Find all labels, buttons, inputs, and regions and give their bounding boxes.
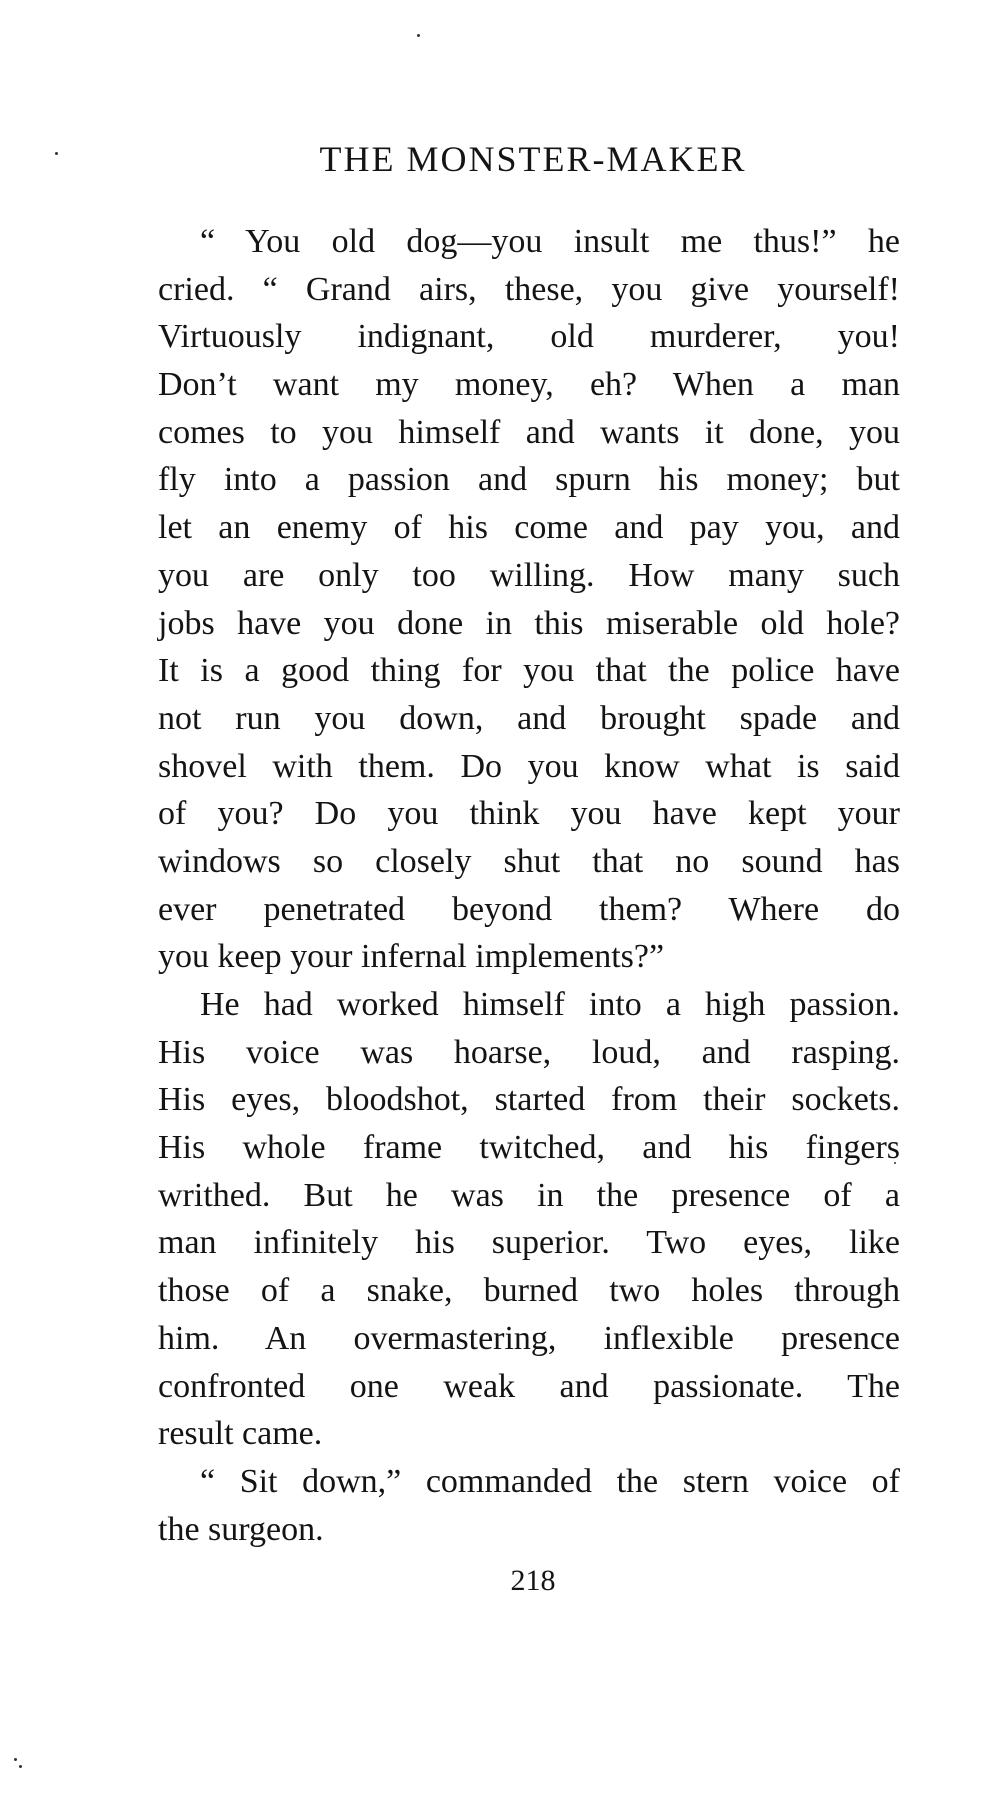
text-line: result came. bbox=[158, 1415, 323, 1453]
text-line: man infinitely his superior. Two eyes, like bbox=[158, 1224, 900, 1262]
text-line: you are only too willing. How many such bbox=[158, 556, 900, 594]
ink-speck bbox=[14, 1758, 17, 1761]
ink-speck bbox=[417, 34, 420, 37]
text-line: “ You old dog—you insult me thus!” he bbox=[200, 223, 900, 260]
text-line: those of a snake, burned two holes through bbox=[158, 1272, 900, 1310]
text-line: let an enemy of his come and pay you, and bbox=[158, 509, 900, 547]
body-text bbox=[158, 218, 900, 1553]
text-line: Virtuously indignant, old murderer, you! bbox=[158, 318, 900, 356]
text-line: His eyes, bloodshot, started from their sockets. bbox=[158, 1081, 900, 1119]
text-line: shovel with them. Do you know what is said bbox=[158, 747, 900, 785]
text-line: His whole frame twitched, and his fingers bbox=[158, 1129, 900, 1167]
text-line: ever penetrated beyond them? Where do bbox=[158, 890, 900, 928]
text-line: of you? Do you think you have kept your bbox=[158, 795, 900, 833]
text-line: not run you down, and brought spade and bbox=[158, 699, 900, 737]
text-line: him. An overmastering, inflexible presence bbox=[158, 1319, 900, 1357]
text-line: comes to you himself and wants it done, you bbox=[158, 413, 900, 451]
text-line: He had worked himself into a high passion. bbox=[200, 986, 900, 1023]
text-line: the surgeon. bbox=[158, 1510, 324, 1548]
text-line: His voice was hoarse, loud, and rasping. bbox=[158, 1033, 900, 1071]
text-line: writhed. But he was in the presence of a bbox=[158, 1176, 900, 1214]
running-head: THE MONSTER-MAKER bbox=[319, 139, 747, 179]
text-line: Don’t want my money, eh? When a man bbox=[158, 366, 900, 404]
text-line: confronted one weak and passionate. The bbox=[158, 1367, 900, 1405]
text-line: you keep your infernal implements?” bbox=[158, 938, 665, 976]
text-line: fly into a passion and spurn his money; but bbox=[158, 461, 900, 499]
ink-speck bbox=[19, 1765, 22, 1768]
text-line: jobs have you done in this miserable old hole? bbox=[158, 604, 900, 642]
text-line: “ Sit down,” commanded the stern voice of bbox=[200, 1462, 900, 1500]
page-number: 218 bbox=[510, 1564, 556, 1597]
text-line: cried. “ Grand airs, these, you give yourself! bbox=[158, 270, 900, 308]
text-line: windows so closely shut that no sound has bbox=[158, 842, 900, 880]
text-line: It is a good thing for you that the police have bbox=[158, 652, 900, 690]
